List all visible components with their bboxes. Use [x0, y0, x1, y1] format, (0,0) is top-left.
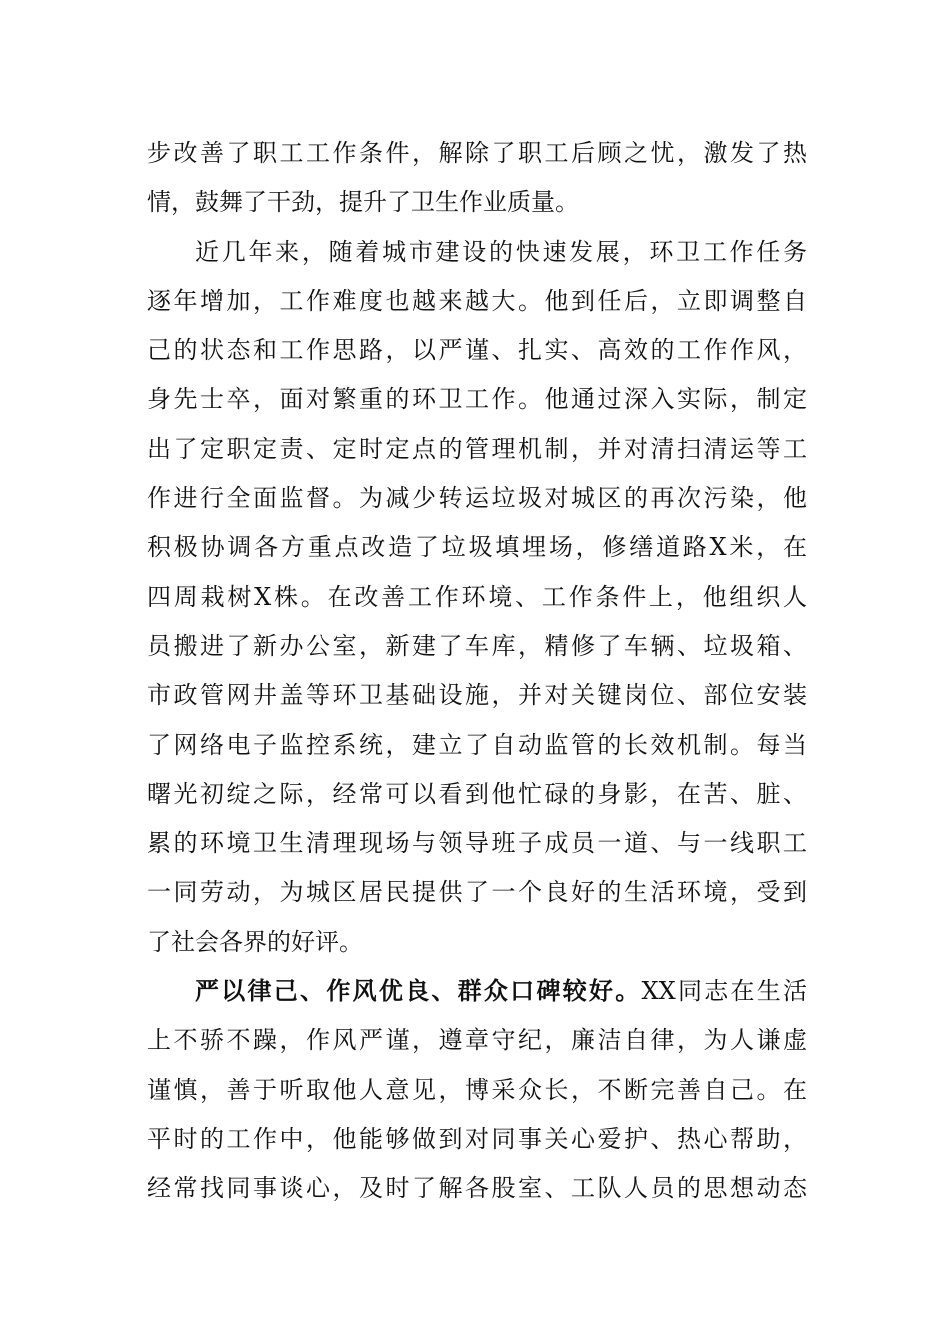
text-line: 情，鼓舞了干劲，提升了卫生作业质量。 [147, 188, 579, 217]
text-line: 曙光初绽之际，经常可以看到他忙碌的身影，在苦、脏、 [147, 779, 807, 808]
text-line [147, 967, 807, 1016]
text-line: 逐年增加，工作难度也越来越大。他到任后，立即调整自 [147, 286, 807, 315]
text-line: 上不骄不躁，作风严谨，遵章守纪，廉洁自律，为人谦虚 [147, 1026, 807, 1055]
text-line: 积极协调各方重点改造了垃圾填埋场，修缮道路X米，在 [147, 533, 807, 562]
text-line: 身先士卒，面对繁重的环卫工作。他通过深入实际，制定 [147, 385, 807, 414]
text-run: XX同志在生活 [641, 977, 808, 1006]
text-line: 经常找同事谈心，及时了解各股室、工队人员的思想动态 [147, 1174, 807, 1203]
paragraph-lead-heading: 严以律己、作风优良、群众口碑较好。 [195, 977, 642, 1006]
text-line: 了社会各界的好评。 [147, 927, 363, 956]
text-line: 谨慎，善于听取他人意见，博采众长，不断完善自己。在 [147, 1075, 807, 1104]
text-line: 累的环境卫生清理现场与领导班子成员一道、与一线职工 [147, 829, 807, 858]
text-line: 一同劳动，为城区居民提供了一个良好的生活环境，受到 [147, 878, 807, 907]
text-line: 己的状态和工作思路，以严谨、扎实、高效的工作作风， [147, 336, 807, 365]
text-line: 近几年来，随着城市建设的快速发展，环卫工作任务 [195, 237, 807, 266]
text-line: 了网络电子监控系统，建立了自动监管的长效机制。每当 [147, 730, 807, 759]
text-line: 作进行全面监督。为减少转运垃圾对城区的再次污染，他 [147, 484, 807, 513]
body-text [147, 129, 807, 1214]
text-line: 市政管网井盖等环卫基础设施，并对关键岗位、部位安装 [147, 681, 807, 710]
text-line: 四周栽树X株。在改善工作环境、工作条件上，他组织人 [147, 582, 807, 611]
text-line: 平时的工作中，他能够做到对同事关心爱护、热心帮助， [147, 1124, 807, 1153]
text-line: 步改善了职工工作条件，解除了职工后顾之忧，激发了热 [147, 139, 807, 167]
text-line: 员搬进了新办公室，新建了车库，精修了车辆、垃圾箱、 [147, 631, 807, 660]
text-line: 出了定职定责、定时定点的管理机制，并对清扫清运等工 [147, 434, 807, 463]
